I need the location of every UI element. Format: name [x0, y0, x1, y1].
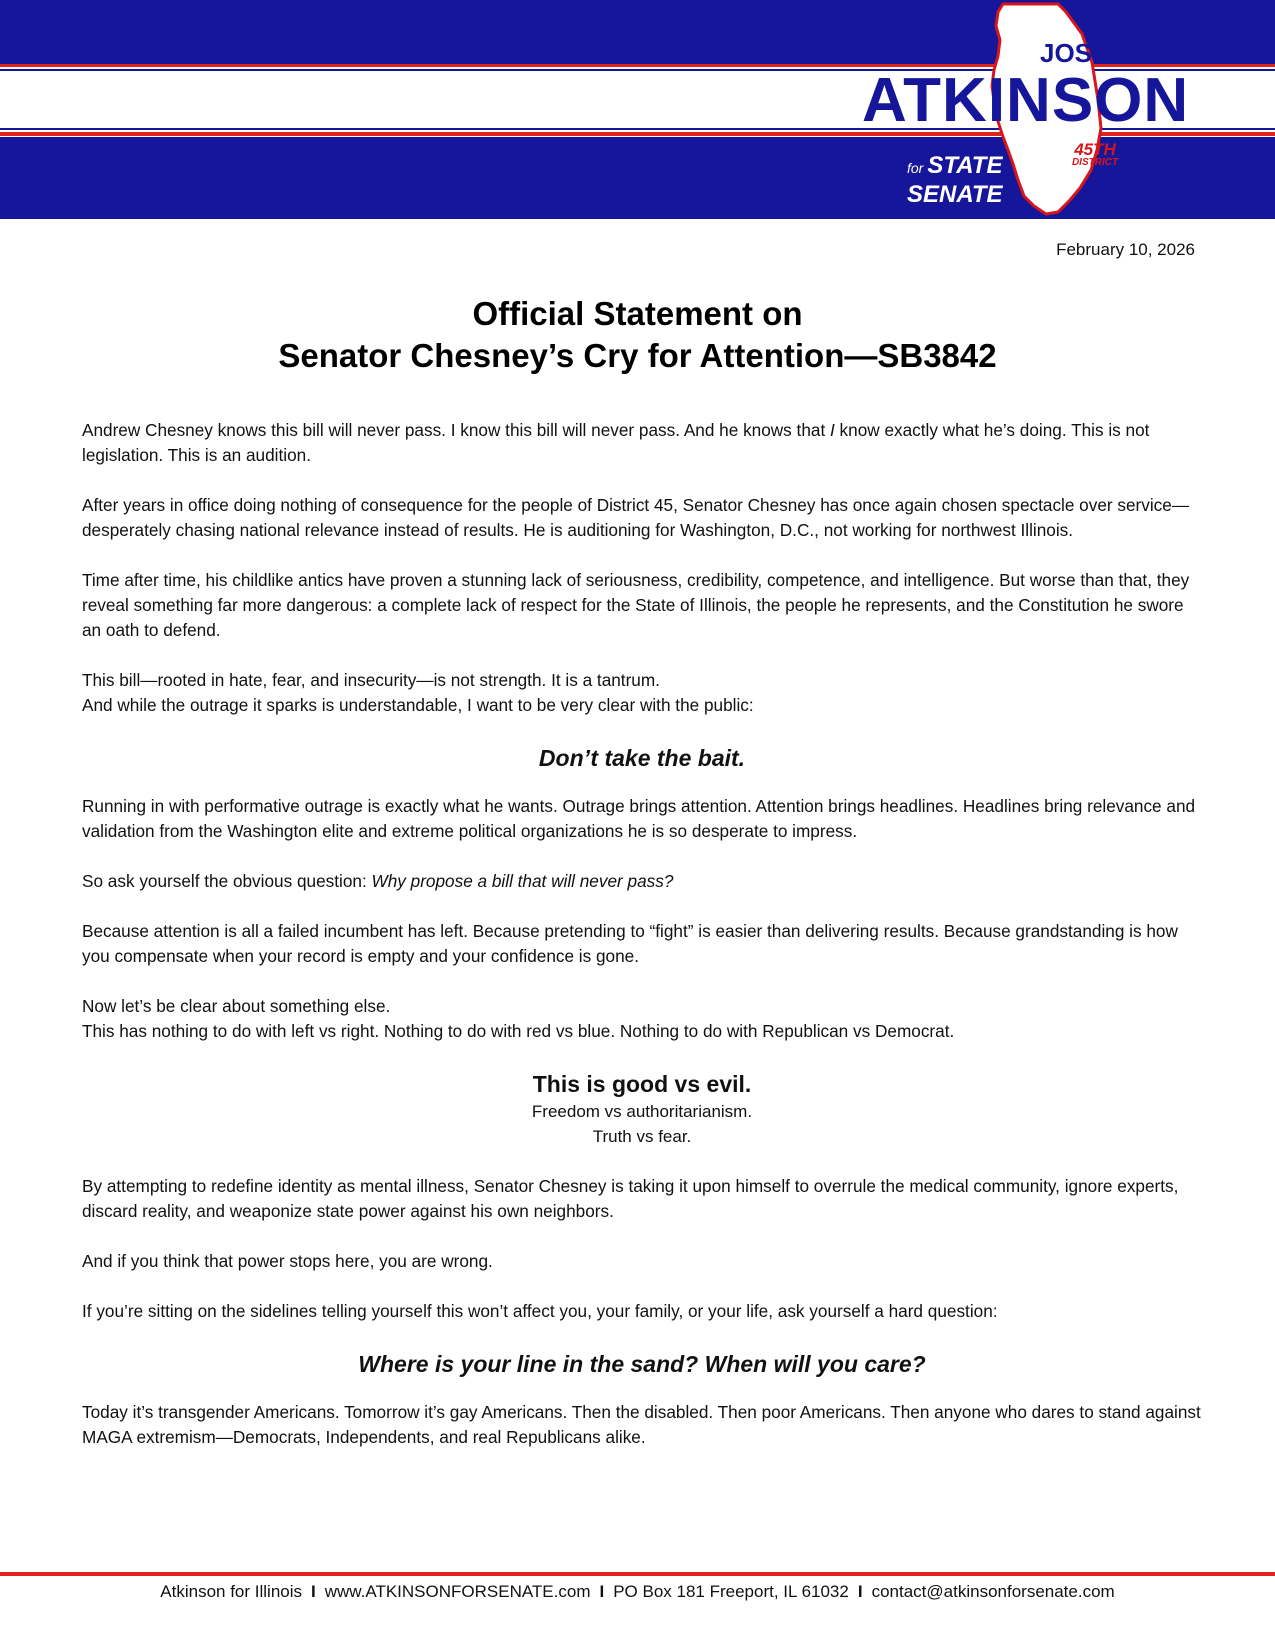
paragraph: [82, 668, 1202, 718]
paragraph-line: This bill—rooted in hate, fear, and insecurity—is not strength. It is a tantrum.: [82, 670, 660, 690]
callout-subline: Freedom vs authoritarianism.: [531, 1102, 753, 1121]
callout-heading: Where is your line in the sand? When will you care?: [358, 1351, 926, 1377]
footer-separator: I: [857, 1582, 863, 1601]
page-title: [0, 293, 1275, 377]
title-line-2: Senator Chesney’s Cry for Attention—SB3842: [278, 337, 997, 374]
paragraph-text: Andrew Chesney knows this bill will never pass. I know this bill will never pass. And he knows that: [82, 420, 830, 440]
candidate-first-name: JOSHUA: [1040, 38, 1149, 68]
statement-date: February 10, 2026: [1056, 240, 1195, 259]
callout-subtext: [82, 1099, 1202, 1149]
footer-website: www.ATKINSONFORSENATE.com: [324, 1582, 591, 1601]
paragraph: If you’re sitting on the sidelines telling yourself this won’t affect you, your family, or your life, ask yourself a hard question:: [82, 1301, 998, 1321]
title-line-1: Official Statement on: [472, 295, 803, 332]
district-number: 45TH: [1074, 140, 1116, 159]
paragraph: Running in with performative outrage is exactly what he wants. Outrage brings attention. Attention brings headlines. Headlines bring relevance and validation from the Washington elite and extreme political organizations he is so desperate to impress.: [82, 796, 1196, 841]
paragraph: And if you think that power stops here, you are wrong.: [82, 1251, 493, 1271]
district-badge: [1050, 140, 1140, 169]
candidate-last-name: ATKINSON: [862, 66, 1190, 135]
paragraph: Because attention is all a failed incumbent has left. Because pretending to “fight” is easier than delivering results. Because grandstanding is how you compensate when your record is empty and your confidence is gone.: [82, 921, 1178, 966]
footer-org: Atkinson for Illinois: [160, 1582, 303, 1601]
paragraph-line: And while the outrage it sparks is understandable, I want to be very clear with the public:: [82, 695, 754, 715]
paragraph: By attempting to redefine identity as mental illness, Senator Chesney is taking it upon himself to overrule the medical community, ignore experts, discard reality, and weaponize state power against his own neighbors.: [82, 1176, 1179, 1221]
footer-separator: I: [311, 1582, 316, 1601]
paragraph-text: know exactly what he’s doing. This is not legislation. This is an audition.: [82, 420, 1150, 465]
paragraph: [82, 418, 1202, 468]
callout-heading: This is good vs evil.: [532, 1071, 752, 1097]
paragraph: After years in office doing nothing of consequence for the people of District 45, Senator Chesney has once again chosen spectacle over service—desperately chasing national relevance instead of results. He is auditioning for Washington, D.C., not working for northwest Illinois.: [82, 495, 1190, 540]
footer-red-rule: [0, 1572, 1275, 1576]
callout-heading: Don’t take the bait.: [538, 745, 746, 771]
paragraph: Time after time, his childlike antics have proven a stunning lack of seriousness, credibility, competence, and intelligence. But worse than that, they reveal something far more dangerous: a complete lack of respect for the State of Illinois, the people he represents, and the Constitution he swore an oath to defend.: [82, 570, 1190, 640]
paragraph-emphasis: I: [830, 420, 835, 440]
paragraph-text: So ask yourself the obvious question:: [82, 871, 372, 891]
paragraph-line: This has nothing to do with left vs right. Nothing to do with red vs blue. Nothing to do with Republican vs Democrat.: [82, 1021, 955, 1041]
paragraph-emphasis: Why propose a bill that will never pass?: [371, 871, 674, 891]
letterhead-banner: [0, 0, 1275, 219]
district-label: DISTRICT: [1071, 157, 1119, 168]
footer: [0, 1582, 1275, 1602]
footer-email: contact@atkinsonforsenate.com: [871, 1582, 1115, 1601]
office-title: [907, 153, 1003, 208]
paragraph: [82, 869, 1202, 894]
office-line-2: SENATE: [907, 181, 1003, 208]
footer-address: PO Box 181 Freeport, IL 61032: [613, 1582, 849, 1601]
paragraph-line: Now let’s be clear about something else.: [82, 996, 391, 1016]
office-line-1: STATE: [927, 152, 1003, 179]
paragraph: Today it’s transgender Americans. Tomorrow it’s gay Americans. Then the disabled. Then poor Americans. Then anyone who dares to stand against MAGA extremism—Democrats, Independents, and real Republicans alike.: [82, 1402, 1201, 1447]
office-for: for: [907, 160, 924, 176]
paragraph: [82, 994, 1202, 1044]
statement-body: [82, 418, 1202, 1475]
callout-subline: Truth vs fear.: [592, 1127, 692, 1146]
footer-separator: I: [599, 1582, 605, 1601]
